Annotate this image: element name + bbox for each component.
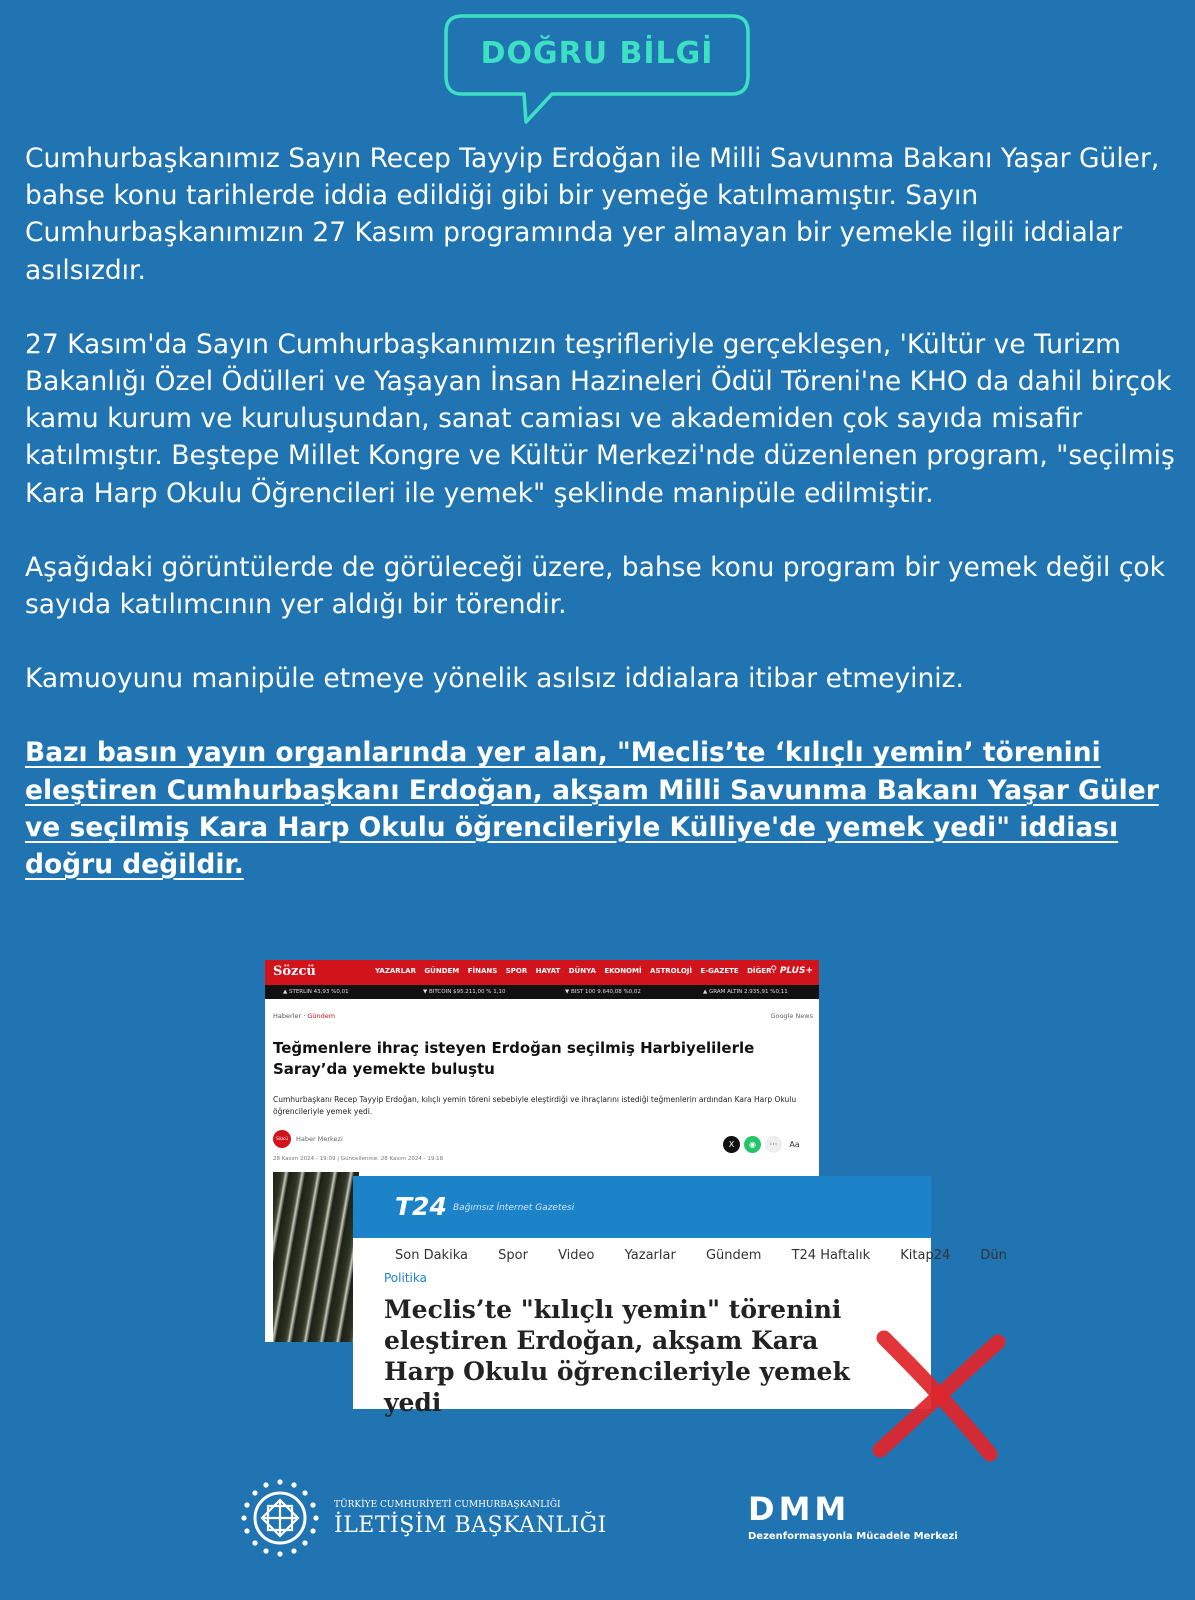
article-date: 28 Kasım 2024 - 19:09 | Güncellenme: 28 Kasım 2024 - 19:18 bbox=[273, 1156, 444, 1162]
conclusion-statement: Bazı basın yayın organlarında yer alan, "Meclis’te ‘kılıçlı yemin’ törenini eleştiren Cumhurbaşkanı Erdoğan, akşam Milli Savunma Bakanı Yaşar Güler ve seçilmiş Kara Harp Okulu öğrencileriyle Külliye'de yemek yedi" iddiası doğru değildir. bbox=[25, 737, 1159, 881]
sozcu-header-bar bbox=[265, 960, 819, 985]
paragraph-1: Cumhurbaşkanımız Sayın Recep Tayyip Erdoğan ile Milli Savunma Bakanı Yaşar Güler, bahse konu tarihlerde iddia edildiği gibi bir yemeğe katılmamıştır. Sayın Cumhurbaşkanımızın 27 Kasım programında yer almayan bir yemekle ilgili iddialar asılsızdır. bbox=[25, 143, 1160, 286]
t24-section-label: Politika bbox=[384, 1271, 427, 1285]
ticker-item: ▼ BITCOIN $95.211,00 % 1,10 bbox=[423, 989, 506, 995]
t24-nav-item: Son Dakika bbox=[395, 1248, 468, 1263]
ticker-item: ▲ STERLIN 43,93 %0,01 bbox=[283, 989, 349, 995]
google-news-label: Google News bbox=[770, 1012, 813, 1020]
ticker-item: ▲ GRAM ALTIN 2.935,91 %0,11 bbox=[703, 989, 788, 995]
dmm-subtitle: Dezenformasyonla Mücadele Merkezi bbox=[748, 1531, 958, 1542]
sozcu-nav-item: YAZARLAR bbox=[375, 967, 416, 975]
font-size-icon: Aa bbox=[786, 1136, 803, 1153]
t24-nav-item: Spor bbox=[498, 1248, 528, 1263]
dmm-wordmark: DMM bbox=[748, 1490, 851, 1528]
paragraph-4: Kamuoyunu manipüle etmeye yönelik asılsız iddialara itibar etmeyiniz. bbox=[25, 663, 964, 695]
sozcu-nav-item: GÜNDEM bbox=[424, 967, 460, 975]
t24-nav-item: Video bbox=[558, 1248, 595, 1263]
sozcu-nav-item: SPOR bbox=[505, 967, 528, 975]
sozcu-nav-item: ASTROLOJİ bbox=[650, 967, 692, 975]
badge-label: DOĞRU BİLGİ bbox=[480, 36, 714, 71]
more-options-icon: ··· bbox=[765, 1136, 782, 1153]
t24-nav-item: Yazarlar bbox=[624, 1248, 676, 1263]
t24-nav-item: Dün bbox=[980, 1248, 1007, 1263]
t24-tagline: Bağımsız İnternet Gazetesi bbox=[453, 1203, 575, 1213]
author-avatar: Sözcü bbox=[273, 1130, 291, 1148]
paragraph-3: Aşağıdaki görüntülerde de görüleceği üzere, bahse konu program bir yemek değil çok sayıda katılımcının yer aldığı bir törendir. bbox=[25, 551, 1165, 621]
sozcu-logo: Sözcü bbox=[273, 964, 316, 979]
cadets-photo bbox=[273, 1172, 359, 1342]
sozcu-nav bbox=[375, 967, 777, 975]
search-icon: ⚲ bbox=[770, 965, 777, 975]
sozcu-article-summary: Cumhurbaşkanı Recep Tayyip Erdoğan, kılıçlı yemin töreni sebebiyle eleştirdiği ve ihraçlarını istediği teğmenlerin ardından Kara Harp Okulu öğrencileriyle yemek yedi. bbox=[273, 1095, 797, 1116]
sozcu-article-title: Teğmenlere ihraç isteyen Erdoğan seçilmiş Harbiyelilerle Saray’da yemekte buluştu bbox=[273, 1039, 755, 1078]
t24-nav-item: Gündem bbox=[705, 1248, 762, 1263]
whatsapp-share-icon: ◉ bbox=[744, 1136, 761, 1153]
t24-article-screenshot bbox=[353, 1176, 1007, 1417]
t24-article-title: Meclis’te "kılıçlı yemin" törenini eleştiren Erdoğan, akşam Kara Harp Okulu öğrencileriyle yemek yedi bbox=[384, 1295, 850, 1417]
breadcrumb-base: Haberler · bbox=[273, 1012, 308, 1020]
sozcu-nav-item: HAYAT bbox=[535, 967, 561, 975]
breadcrumb bbox=[273, 1012, 335, 1020]
breadcrumb-active: Gündem bbox=[307, 1012, 336, 1020]
presidency-label: TÜRKİYE CUMHURİYETİ CUMHURBAŞKANLIĞI bbox=[334, 1500, 561, 1510]
paragraph-2: 27 Kasım'da Sayın Cumhurbaşkanımızın teşrifleriyle gerçekleşen, 'Kültür ve Turizm Bakanlığı Özel Ödülleri ve Yaşayan İnsan Hazineleri Ödül Töreni'ne KHO da dahil birçok kamu kurum ve kuruluşundan, sanat camiası ve akademiden çok sayıda misafir katılmıştır. Beştepe Millet Kongre ve Kültür Merkezi'nde düzenlenen program, "seçilmiş Kara Harp Okulu Öğrencileri ile yemek" şeklinde manipüle edilmiştir. bbox=[25, 328, 1175, 509]
dogru-bilgi-badge bbox=[444, 14, 750, 126]
iletisim-baskanligi-logo bbox=[240, 1478, 610, 1558]
author-name: Haber Merkezi bbox=[296, 1135, 343, 1143]
t24-logo: T24 bbox=[395, 1192, 447, 1221]
presidency-emblem-icon bbox=[240, 1478, 320, 1558]
t24-header-bar bbox=[353, 1176, 931, 1238]
dmm-logo bbox=[748, 1490, 968, 1543]
sozcu-nav-item: FİNANS bbox=[467, 967, 498, 975]
x-share-icon: X bbox=[723, 1136, 740, 1153]
main-text bbox=[25, 140, 1175, 920]
sozcu-nav-item: E-GAZETE bbox=[700, 967, 739, 975]
sozcu-nav-item: DİĞER bbox=[747, 967, 772, 975]
sozcu-plus-label: PLUS+ bbox=[779, 966, 813, 976]
red-cross-icon bbox=[862, 1330, 1012, 1460]
t24-nav-item: T24 Haftalık bbox=[791, 1248, 871, 1263]
t24-nav-item: Kitap24 bbox=[900, 1248, 951, 1263]
sozcu-nav-item: EKONOMİ bbox=[604, 967, 642, 975]
sozcu-nav-item: DÜNYA bbox=[568, 967, 596, 975]
t24-nav bbox=[395, 1248, 1033, 1263]
ticker-item: ▼ BIST 100 9.640,08 %0,02 bbox=[565, 989, 641, 995]
directorate-label: İLETİŞİM BAŞKANLIĞI bbox=[334, 1513, 607, 1538]
market-ticker bbox=[265, 985, 819, 999]
